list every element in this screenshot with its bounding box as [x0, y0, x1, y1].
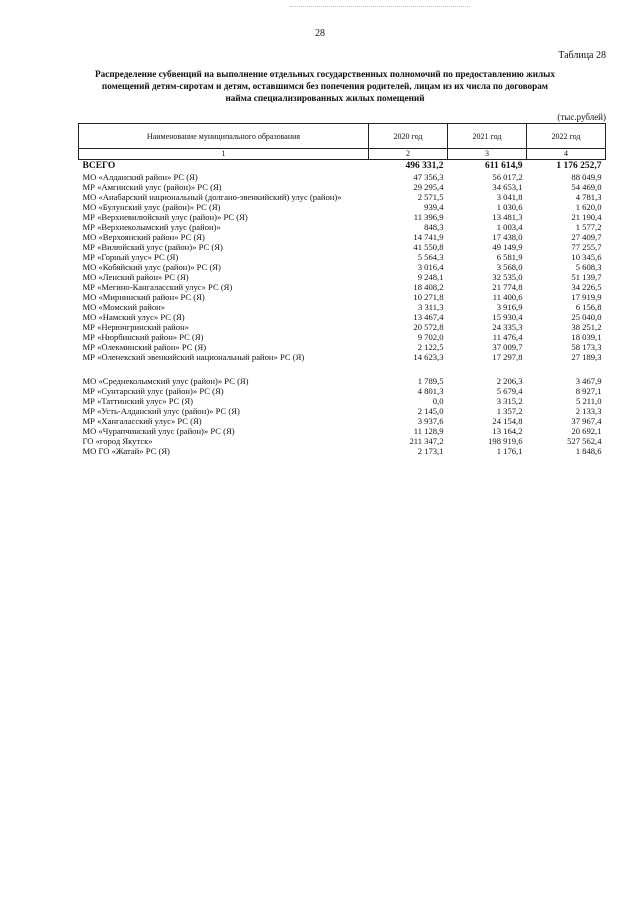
- row-value-2021: 1 176,1: [496, 446, 523, 456]
- row-name: МР «Олекминский район» РС (Я): [82, 342, 207, 352]
- row-value-2020: 47 356,3: [413, 172, 444, 182]
- total-2020: 496 331,2: [405, 161, 444, 171]
- row-value-2021: 1 030,6: [496, 202, 523, 212]
- row-value-2022: 88 049,9: [571, 172, 602, 182]
- table-row: [79, 446, 606, 456]
- row-value-2021: 15 930,4: [492, 312, 523, 322]
- row-value-2022: 3 467,9: [575, 376, 602, 386]
- row-value-2020: 11 396,9: [413, 212, 444, 222]
- table-row: [79, 262, 606, 272]
- table-row: [79, 232, 606, 242]
- header-rule: [290, 6, 470, 8]
- table-row: [79, 376, 606, 386]
- row-value-2020: 20 572,8: [413, 322, 444, 332]
- row-value-2022: 58 173,3: [571, 342, 602, 352]
- row-name: МР «Амгинский улус (район)» РС (Я): [82, 182, 222, 192]
- row-name: МР «Оленекский эвенкийский национальный район» РС (Я): [82, 352, 305, 362]
- row-value-2022: 6 156,8: [575, 302, 602, 312]
- row-value-2020: 3 937,6: [417, 416, 444, 426]
- row-value-2022: 21 190,4: [571, 212, 602, 222]
- row-name: МО «Булунский улус (район)» РС (Я): [82, 202, 221, 212]
- row-value-2021: 21 774,8: [492, 282, 523, 292]
- row-value-2021: 6 581,9: [496, 252, 523, 262]
- row-name: МО «Мирнинский район» РС (Я): [82, 292, 205, 302]
- row-value-2020: 5 564,3: [417, 252, 444, 262]
- row-value-2022: 1 577,2: [575, 222, 602, 232]
- total-2022: 1 176 252,7: [556, 161, 602, 171]
- row-value-2022: 37 967,4: [571, 416, 602, 426]
- row-name: МР «Верхнеколымский улус (район)»: [82, 222, 221, 232]
- row-value-2022: 4 781,3: [575, 192, 602, 202]
- total-label: ВСЕГО: [82, 161, 116, 171]
- table-row: [79, 322, 606, 332]
- units-label: (тыс.рублей): [557, 112, 606, 122]
- row-value-2020: 14 623,3: [413, 352, 444, 362]
- row-name: МР «Нерюнгринский район»: [82, 322, 189, 332]
- row-value-2022: 38 251,2: [571, 322, 602, 332]
- total-row: [79, 160, 606, 173]
- row-name: МО «Среднеколымский улус (район)» РС (Я): [82, 376, 249, 386]
- table-row: [79, 292, 606, 302]
- row-name: МР «Таттинский улус» РС (Я): [82, 396, 194, 406]
- row-name: МО «Намский улус» РС (Я): [82, 312, 185, 322]
- row-value-2021: 11 400,6: [492, 292, 523, 302]
- row-name: МО «Верхоянский район» РС (Я): [82, 232, 205, 242]
- row-name: МО «Анабарский национальный (долгано-эвенкийский) улус (район)»: [82, 192, 342, 202]
- table-row: [79, 252, 606, 262]
- table-row: [79, 396, 606, 406]
- spacer-cell: [79, 362, 606, 376]
- row-value-2022: 5 608,3: [575, 262, 602, 272]
- table-row: [79, 222, 606, 232]
- row-value-2021: 3 916,9: [496, 302, 523, 312]
- row-value-2020: 41 550,8: [413, 242, 444, 252]
- row-name: МО «Момский район»: [82, 302, 166, 312]
- row-value-2022: 10 345,6: [571, 252, 602, 262]
- row-value-2021: 37 009,7: [492, 342, 523, 352]
- col-index: 2: [369, 149, 448, 160]
- row-value-2021: 56 017,2: [492, 172, 523, 182]
- row-value-2021: 32 535,0: [492, 272, 523, 282]
- row-name: МО «Кобяйский улус (район)» РС (Я): [82, 262, 221, 272]
- row-value-2021: 3 315,2: [496, 396, 523, 406]
- row-value-2021: 11 476,4: [492, 332, 523, 342]
- table-row: [79, 406, 606, 416]
- row-value-2020: 3 311,3: [418, 302, 444, 312]
- table-row: [79, 352, 606, 362]
- page-number: 28: [315, 28, 325, 39]
- row-name: МО «Чурапчинский улус (район)» РС (Я): [82, 426, 235, 436]
- row-value-2020: 2 173,1: [417, 446, 444, 456]
- col-header-2022: 2022 год: [527, 124, 606, 149]
- row-value-2021: 13 164,2: [492, 426, 523, 436]
- row-name: МР «Верхневилюйский улус (район)» РС (Я): [82, 212, 248, 222]
- table-row: [79, 342, 606, 352]
- row-value-2021: 17 297,8: [492, 352, 523, 362]
- row-value-2022: 54 469,0: [571, 182, 602, 192]
- row-value-2020: 848,3: [424, 222, 444, 232]
- table-row: [79, 282, 606, 292]
- row-value-2021: 17 438,0: [492, 232, 523, 242]
- table-row: [79, 332, 606, 342]
- row-value-2021: 2 206,3: [496, 376, 523, 386]
- table-row: [79, 426, 606, 436]
- row-value-2020: 2 122,5: [417, 342, 444, 352]
- row-name: МР «Хангаласский улус» РС (Я): [82, 416, 202, 426]
- row-value-2020: 939,4: [424, 202, 444, 212]
- row-value-2022: 17 919,9: [571, 292, 602, 302]
- row-value-2022: 27 409,7: [571, 232, 602, 242]
- row-value-2021: 34 653,1: [492, 182, 523, 192]
- row-value-2021: 5 679,4: [496, 386, 523, 396]
- row-value-2020: 0,0: [432, 396, 444, 406]
- table-label: Таблица 28: [558, 50, 606, 61]
- row-value-2020: 18 408,2: [413, 282, 444, 292]
- col-index: 4: [527, 149, 606, 160]
- row-value-2022: 2 133,3: [575, 406, 602, 416]
- row-name: МР «Вилюйский улус (район)» РС (Я): [82, 242, 223, 252]
- row-value-2020: 14 741,9: [413, 232, 444, 242]
- row-name: МР «Сунтарский улус (район)» РС (Я): [82, 386, 224, 396]
- table-title: Распределение субвенций на выполнение отдельных государственных полномочий по предоставлению жилых помещений детям-сиротам и детям, оставшимся без попечения родителей, лицам из их числа по договорам найма специализированных жилых помещений: [95, 69, 555, 103]
- row-name: МО ГО «Жатай» РС (Я): [82, 446, 170, 456]
- row-value-2022: 34 226,5: [571, 282, 602, 292]
- table-row: [79, 436, 606, 446]
- row-value-2022: 5 211,0: [576, 396, 602, 406]
- col-header-name: Наименование муниципального образования: [79, 124, 369, 149]
- table-header-row: [79, 124, 606, 149]
- row-value-2021: 13 481,3: [492, 212, 523, 222]
- table-row: [79, 242, 606, 252]
- table-row: [79, 192, 606, 202]
- row-value-2022: 1 620,0: [575, 202, 602, 212]
- table-row: [79, 202, 606, 212]
- table-row: [79, 386, 606, 396]
- col-index: 1: [79, 149, 369, 160]
- row-value-2020: 29 295,4: [413, 182, 444, 192]
- row-value-2021: 24 154,8: [492, 416, 523, 426]
- row-name: МО «Алданский район» РС (Я): [82, 172, 198, 182]
- row-value-2021: 1 003,4: [496, 222, 523, 232]
- col-header-2020: 2020 год: [369, 124, 448, 149]
- table-row: [79, 172, 606, 182]
- row-value-2022: 527 562,4: [567, 436, 602, 446]
- row-value-2020: 3 016,4: [417, 262, 444, 272]
- row-value-2020: 211 347,2: [409, 436, 444, 446]
- row-value-2020: 10 271,8: [413, 292, 444, 302]
- row-value-2020: 1 789,5: [417, 376, 444, 386]
- row-name: МР «Мегино-Кангаласский улус» РС (Я): [82, 282, 233, 292]
- row-name: МР «Нюрбинский район» РС (Я): [82, 332, 204, 342]
- row-value-2022: 1 848,6: [575, 446, 602, 456]
- row-value-2022: 20 692,1: [571, 426, 602, 436]
- col-header-2021: 2021 год: [448, 124, 527, 149]
- row-value-2020: 11 128,9: [413, 426, 444, 436]
- row-value-2022: 8 927,1: [575, 386, 602, 396]
- row-value-2020: 4 801,3: [417, 386, 444, 396]
- row-value-2021: 3 041,8: [496, 192, 523, 202]
- table-row: [79, 272, 606, 282]
- row-value-2022: 27 189,3: [571, 352, 602, 362]
- table-row: [79, 212, 606, 222]
- row-value-2021: 198 919,6: [488, 436, 523, 446]
- row-value-2020: 9 248,1: [417, 272, 444, 282]
- row-value-2022: 51 139,7: [571, 272, 602, 282]
- table-row: [79, 302, 606, 312]
- row-value-2021: 3 568,0: [496, 262, 523, 272]
- row-value-2020: 2 571,5: [417, 192, 444, 202]
- row-spacer: [79, 362, 606, 376]
- total-2021: 611 614,9: [485, 161, 523, 171]
- row-value-2021: 1 357,2: [496, 406, 523, 416]
- row-value-2022: 25 040,0: [571, 312, 602, 322]
- row-value-2021: 24 335,3: [492, 322, 523, 332]
- row-value-2022: 77 255,7: [571, 242, 602, 252]
- row-value-2020: 2 145,0: [417, 406, 444, 416]
- row-name: МР «Усть-Алданский улус (район)» РС (Я): [82, 406, 240, 416]
- col-index: 3: [448, 149, 527, 160]
- row-value-2020: 13 467,4: [413, 312, 444, 322]
- row-name: МР «Горный улус» РС (Я): [82, 252, 179, 262]
- table-row: [79, 182, 606, 192]
- table-row: [79, 312, 606, 322]
- table-index-row: [79, 149, 606, 160]
- row-value-2021: 49 149,9: [492, 242, 523, 252]
- table-row: [79, 416, 606, 426]
- row-value-2022: 18 039,1: [571, 332, 602, 342]
- row-value-2020: 9 702,0: [417, 332, 444, 342]
- row-name: МО «Ленский район» РС (Я): [82, 272, 189, 282]
- subventions-table: [78, 123, 606, 456]
- row-name: ГО «город Якутск»: [82, 436, 153, 446]
